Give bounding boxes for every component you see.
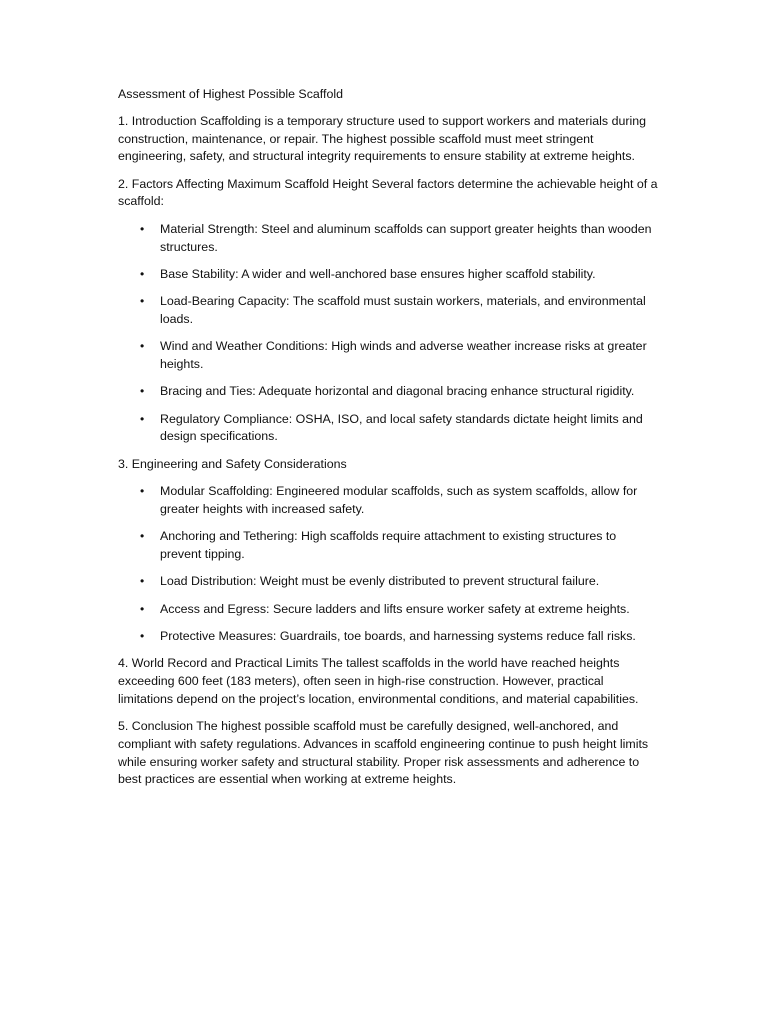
engineering-list (118, 483, 658, 646)
list-item (118, 266, 658, 284)
list-item-text: Regulatory Compliance: OSHA, ISO, and local safety standards dictate height limits and design specifications. (160, 411, 643, 444)
bullet-icon: • (140, 266, 145, 281)
list-item-text: Bracing and Ties: Adequate horizontal and diagonal bracing enhance structural rigidity. (160, 384, 635, 399)
bullet-icon: • (140, 529, 145, 544)
section-engineering-heading: 3. Engineering and Safety Considerations (118, 456, 347, 471)
bullet-icon: • (140, 411, 145, 426)
section-conclusion: 5. Conclusion The highest possible scaffold must be carefully designed, well-anchored, and compliant with safety regulations. Advances in scaffold engineering continue to push height limits while ensuring worker safety and structural stability. Proper risk assessments and adherence to best practices are essential when working at extreme heights. (118, 719, 649, 787)
section-introduction: 1. Introduction Scaffolding is a temporary structure used to support workers and materials during construction, maintenance, or repair. The highest possible scaffold must meet stringent engineering, safety, and structural integrity requirements to ensure stability at extreme heights. (118, 113, 647, 164)
bullet-icon: • (140, 339, 145, 354)
bullet-icon: • (140, 628, 145, 643)
list-item-text: Base Stability: A wider and well-anchored base ensures higher scaffold stability. (160, 266, 596, 281)
list-item-text: Load Distribution: Weight must be evenly distributed to prevent structural failure. (160, 574, 600, 589)
list-item-text: Wind and Weather Conditions: High winds and adverse weather increase risks at greater heights. (160, 339, 647, 372)
list-item (118, 628, 658, 646)
document-title: Assessment of Highest Possible Scaffold (118, 87, 343, 101)
list-item (118, 221, 658, 257)
list-item (118, 411, 658, 447)
bullet-icon: • (140, 384, 145, 399)
bullet-icon: • (140, 221, 145, 236)
section-factors-heading: 2. Factors Affecting Maximum Scaffold Height Several factors determine the achievable height of a scaffold: (118, 176, 658, 209)
list-item (118, 338, 658, 374)
list-item-text: Anchoring and Tethering: High scaffolds require attachment to existing structures to prevent tipping. (160, 529, 617, 561)
list-item (118, 573, 658, 591)
document-page (118, 86, 658, 799)
list-item (118, 483, 658, 519)
list-item-text: Protective Measures: Guardrails, toe boards, and harnessing systems reduce fall risks. (160, 628, 636, 643)
list-item-text: Load-Bearing Capacity: The scaffold must sustain workers, materials, and environmental loads. (160, 294, 646, 326)
bullet-icon: • (140, 601, 145, 616)
list-item-text: Material Strength: Steel and aluminum scaffolds can support greater heights than wooden structures. (160, 221, 652, 254)
list-item (118, 528, 658, 564)
list-item (118, 383, 658, 401)
bullet-icon: • (140, 294, 145, 309)
list-item (118, 601, 658, 619)
list-item-text: Access and Egress: Secure ladders and lifts ensure worker safety at extreme heights. (160, 601, 630, 616)
section-world-record: 4. World Record and Practical Limits The tallest scaffolds in the world have reached heights exceeding 600 feet (183 meters), often seen in high-rise construction. However, practical limitations depend on the project’s location, environmental conditions, and material capabilities. (118, 656, 639, 706)
bullet-icon: • (140, 484, 145, 499)
list-item (118, 293, 658, 329)
factors-list (118, 221, 658, 446)
bullet-icon: • (140, 574, 145, 589)
list-item-text: Modular Scaffolding: Engineered modular scaffolds, such as system scaffolds, allow for greater heights with increased safety. (160, 484, 638, 516)
